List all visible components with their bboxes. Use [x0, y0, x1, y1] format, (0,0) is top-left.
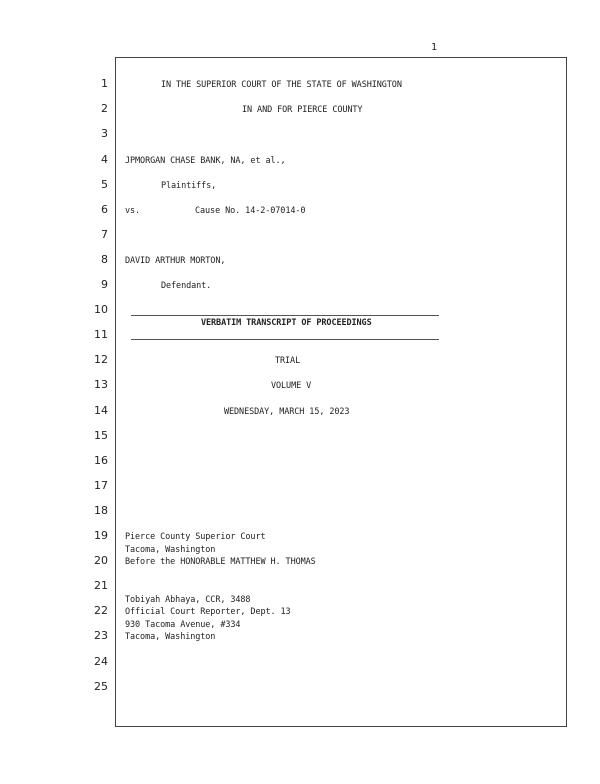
document-title: VERBATIM TRANSCRIPT OF PROCEEDINGS [201, 318, 372, 328]
reporter-title: Official Court Reporter, Dept. 13 [125, 607, 291, 617]
line-number: 14 [94, 404, 108, 417]
line-number: 24 [94, 655, 108, 668]
line-number: 19 [94, 529, 108, 542]
line-number: 2 [101, 102, 108, 115]
reporter-name: Tobiyah Abhaya, CCR, 3488 [125, 595, 251, 605]
reporter-city: Tacoma, Washington [125, 632, 216, 642]
line-number: 13 [94, 378, 108, 391]
line-number: 12 [94, 353, 108, 366]
line-number: 22 [94, 604, 108, 617]
line-number: 7 [101, 228, 108, 241]
line-number: 25 [94, 680, 108, 693]
line-number: 6 [101, 203, 108, 216]
cause-number: Cause No. 14-2-07014-0 [195, 206, 306, 216]
line-number: 17 [94, 479, 108, 492]
reporter-address: 930 Tacoma Avenue, #334 [125, 620, 241, 630]
venue-judge: Before the HONORABLE MATTHEW H. THOMAS [125, 557, 316, 567]
proceeding-type: TRIAL [275, 356, 301, 366]
line-number: 20 [94, 554, 108, 567]
defendant-role: Defendant. [161, 281, 212, 291]
venue-court: Pierce County Superior Court [125, 532, 266, 542]
line-number: 15 [94, 429, 108, 442]
title-rule-bottom [131, 339, 439, 340]
proceeding-date: WEDNESDAY, MARCH 15, 2023 [224, 407, 350, 417]
page-number: 1 [431, 42, 438, 53]
line-number: 8 [101, 253, 108, 266]
defendant-name: DAVID ARTHUR MORTON, [125, 256, 226, 266]
line-number: 23 [94, 629, 108, 642]
line-number: 16 [94, 454, 108, 467]
line-number: 21 [94, 579, 108, 592]
line-number: 10 [94, 303, 108, 316]
plaintiff-role: Plaintiffs, [161, 181, 217, 191]
plaintiff-name: JPMORGAN CHASE BANK, NA, et al., [125, 156, 286, 166]
title-rule-top [131, 315, 439, 316]
court-name: IN THE SUPERIOR COURT OF THE STATE OF WASHINGTON [161, 80, 402, 90]
line-number: 4 [101, 153, 108, 166]
venue-city: Tacoma, Washington [125, 545, 216, 555]
line-number: 9 [101, 278, 108, 291]
court-county: IN AND FOR PIERCE COUNTY [242, 105, 363, 115]
volume: VOLUME V [271, 381, 312, 391]
line-number: 18 [94, 504, 108, 517]
line-number: 11 [94, 328, 108, 341]
line-number: 3 [101, 127, 108, 140]
versus: vs. [125, 206, 141, 216]
line-number: 5 [101, 178, 108, 191]
line-number: 1 [101, 77, 108, 90]
